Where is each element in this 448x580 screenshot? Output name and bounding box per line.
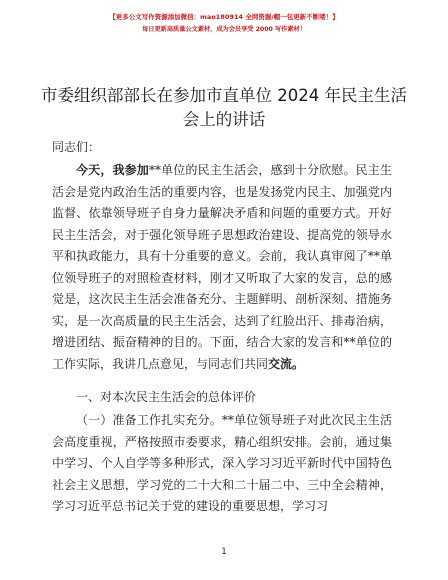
promo-banner-line1: 【更多公文写作资源添加微信：mao180914 全网资源/帽一包更新不断喽！】 [109,13,339,21]
page-number: 1 [221,547,227,557]
promo-banner-line2: 每日更新高质量公文素材，成为会员享受 2000 写作素材！ [142,26,306,33]
paragraph-intro [52,160,392,375]
greeting: 同志们： [52,140,101,154]
section-heading-1-text: 一、对本次民主生活会的总体评价 [76,390,257,404]
section-heading-1 [52,387,392,409]
paragraph-section1-1: （一）准备工作扎实充分。**单位领导班子对此次民主生活会高度重视，严格按照市委要求，精心组织安排。会前，通过集中学习、个人自学等多种形式，深入学习习近平新时代中国特色社会主义思想，学习党的二十大和二十届二中、三中全会精神，学习习近平总书记关于党的建设的重要思想，学习习 [52,413,392,513]
document-title: 市委组织部部长在参加市直单位 2024 年民主生活会上的讲话 [41,86,407,129]
paragraph-intro-text: **单位的民主生活会，感到十分欣慰。民主生活会是党内政治生活的重要内容，也是发扬党内民主、加强党内监督、依靠领导班子自身力量解决矛盾和问题的重要方式。开好民主生活会，对于强化领导班子思想政治建设、提高党的领导水平和执政能力，具有十分重要的意义。会前，我认真审阅了**单位领导班子的对照检查材料，刚才又听取了大家的发言，总的感觉是，这次民主生活会准备充分、主题鲜明、剖析深刻、措施务实，是一次高质量的民主生活会，达到了红脸出汗、排毒治病，增进团结、振奋精神的目的。下面，结合大家的发言和**单位的工作实际，我讲几点意见，与同志们共同 [52,163,392,371]
paragraph-intro-lead: 今天，我参加 [76,163,149,177]
paragraph-intro-tail: 交流。 [268,356,305,371]
